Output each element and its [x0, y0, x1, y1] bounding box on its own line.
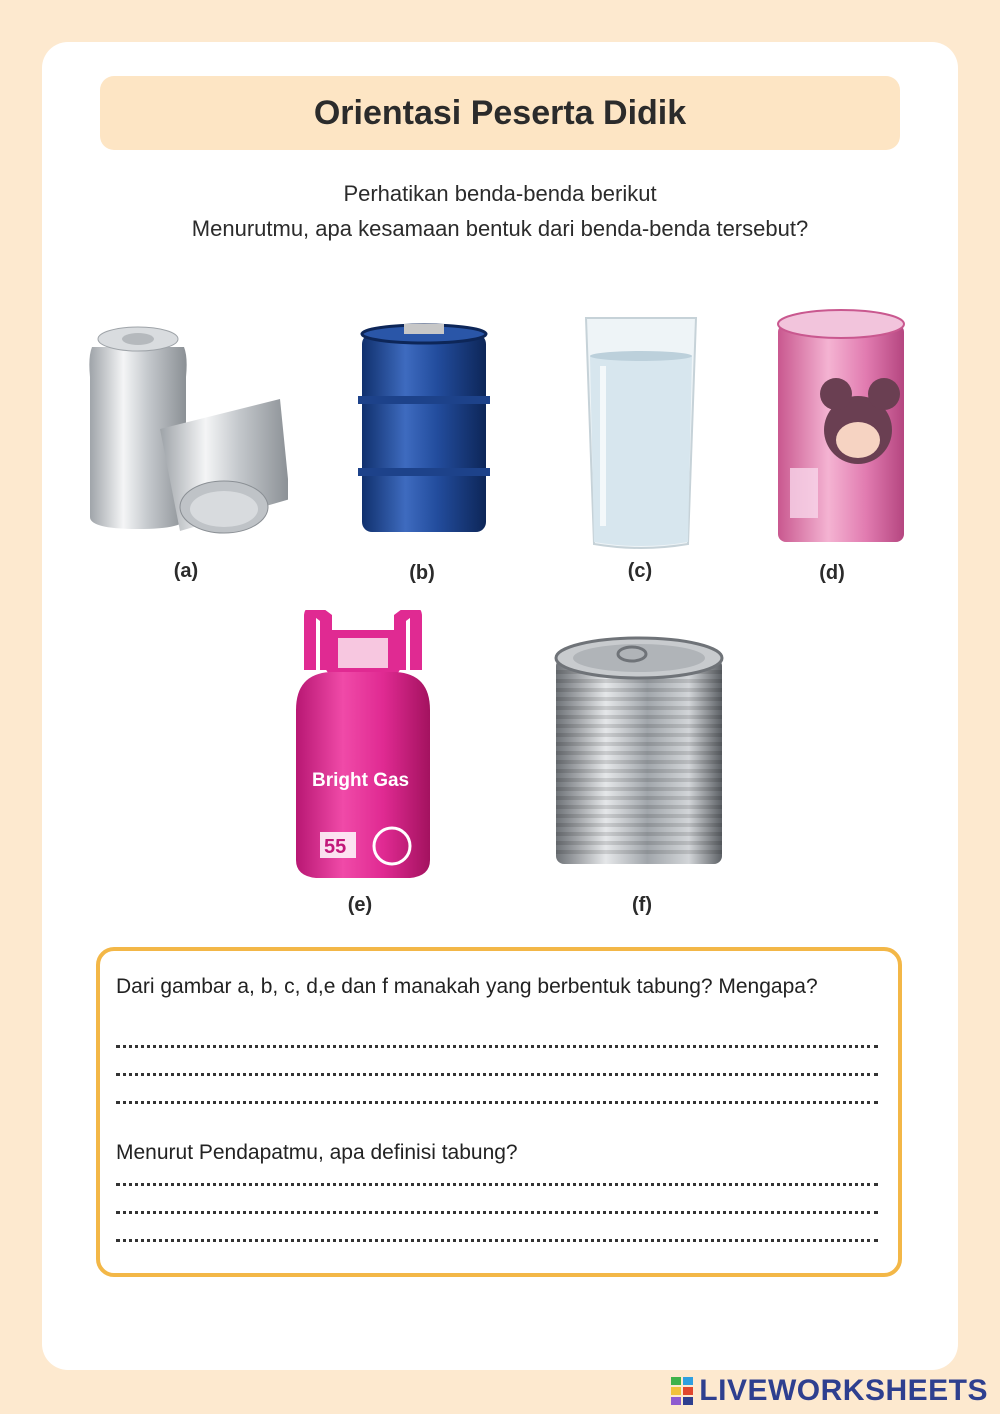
figure-e: [290, 610, 436, 888]
question-1: Dari gambar a, b, c, d,e dan f manakah yang berbentuk tabung? Mengapa?: [116, 975, 818, 998]
answer-line[interactable]: [116, 1239, 878, 1242]
tin-can-icon: [552, 634, 726, 874]
aluminium-cans-icon: [78, 317, 288, 539]
logo-grid-icon: [671, 1377, 695, 1405]
pink-tin-icon: [776, 308, 906, 548]
answer-line[interactable]: [116, 1183, 878, 1186]
figure-a-label: (a): [173, 560, 199, 582]
figure-b: [356, 318, 492, 540]
blue-drum-icon: [356, 318, 492, 540]
answer-line[interactable]: [116, 1073, 878, 1076]
logo-text: LIVEWORKSHEETS: [699, 1374, 988, 1407]
figure-c-label: (c): [627, 560, 653, 582]
figure-e-label: (e): [347, 894, 373, 916]
title-bar: [100, 76, 900, 150]
worksheet-page: [42, 42, 958, 1370]
figure-f-label: (f): [632, 894, 652, 916]
figure-d: [776, 308, 906, 548]
question-2: Menurut Pendapatmu, apa definisi tabung?: [116, 1141, 518, 1164]
figure-a: [78, 317, 288, 539]
intro-line-2: Menurutmu, apa kesamaan bentuk dari benda-benda tersebut?: [191, 216, 809, 241]
figure-b-label: (b): [409, 562, 435, 584]
figure-f: [552, 634, 726, 874]
answer-line[interactable]: [116, 1101, 878, 1104]
answer-line[interactable]: [116, 1045, 878, 1048]
figure-c: [582, 316, 700, 552]
liveworksheets-logo: [671, 1374, 988, 1408]
gas-size-text: 55: [324, 836, 347, 858]
figure-d-label: (d): [819, 562, 845, 584]
gas-cylinder-icon: [290, 610, 436, 888]
intro-text: [42, 176, 958, 246]
question-box: [96, 947, 902, 1277]
gas-brand-text: Bright Gas: [312, 770, 410, 791]
water-glass-icon: [582, 316, 700, 552]
answer-line[interactable]: [116, 1211, 878, 1214]
intro-line-1: Perhatikan benda-benda berikut: [343, 181, 657, 206]
page-title: Orientasi Peserta Didik: [313, 93, 687, 132]
